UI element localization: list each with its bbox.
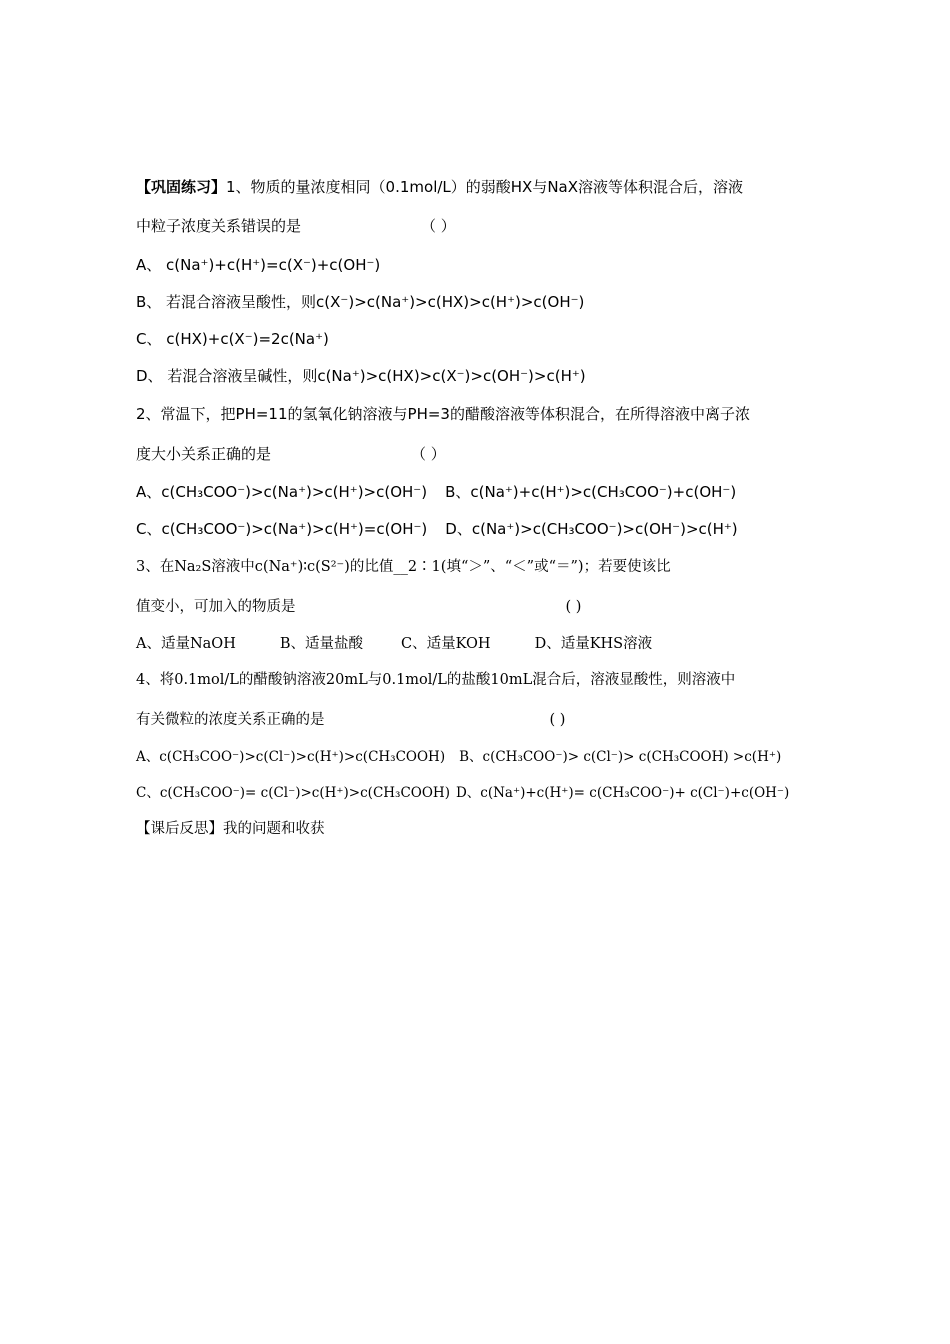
- q4-options-cd: [136, 782, 789, 804]
- q4-option-b: B、c(CH₃COO⁻)> c(Cl⁻)> c(CH₃COOH) >c(H⁺): [459, 749, 782, 765]
- practice-heading: 【巩固练习】: [136, 178, 227, 196]
- q2-answer-paren: （ ）: [411, 445, 446, 463]
- q1-option-d: D、 若混合溶液呈碱性，则c(Na⁺)>c(HX)>c(X⁻)>c(OH⁻)>c(H⁺): [136, 367, 586, 385]
- q2-stem-b: 度大小关系正确的是: [136, 445, 272, 463]
- q3-option-b: B、适量盐酸: [279, 636, 363, 652]
- q3-answer-paren: ( ): [565, 599, 582, 615]
- reflection-heading: 【课后反思】: [136, 821, 223, 837]
- q1-option-c: C、 c(HX)+c(X⁻)=2c(Na⁺): [136, 330, 329, 348]
- q2-stem-line2: [136, 443, 446, 465]
- reflection-text: 我的问题和收获: [223, 821, 325, 837]
- q3-options: [136, 633, 652, 655]
- q3-option-a: A、适量NaOH: [136, 636, 236, 652]
- q3-option-d: D、适量KHS溶液: [534, 636, 653, 652]
- q4-option-c: C、c(CH₃COO⁻)= c(Cl⁻)>c(H⁺)>c(CH₃COOH): [136, 785, 450, 801]
- reflection-line: [136, 818, 325, 840]
- q3-stem-line2: [136, 596, 581, 618]
- q4-stem-b: 有关微粒的浓度关系正确的是: [136, 712, 325, 728]
- q2-option-c: C、c(CH₃COO⁻)>c(Na⁺)>c(H⁺)=c(OH⁻): [136, 520, 428, 538]
- q4-answer-paren: ( ): [549, 712, 566, 728]
- q2-options-ab: [136, 481, 736, 503]
- q2-option-a: A、c(CH₃COO⁻)>c(Na⁺)>c(H⁺)>c(OH⁻): [136, 483, 428, 501]
- q1-stem-line2: [136, 215, 456, 237]
- q1-stem-line1: [136, 176, 743, 198]
- q4-stem-line2: [136, 709, 565, 731]
- q4-option-a: A、c(CH₃COO⁻)>c(Cl⁻)>c(H⁺)>c(CH₃COOH): [136, 749, 446, 765]
- q4-stem-a: 4、将0.1mol/L的醋酸钠溶液20mL与0.1mol/L的盐酸10mL混合后，溶液显酸性，则溶液中: [136, 672, 736, 688]
- q1-option-a: A、 c(Na⁺)+c(H⁺)=c(X⁻)+c(OH⁻): [136, 256, 381, 274]
- q1-answer-paren: （ ）: [421, 217, 456, 235]
- q2-stem-a: 2、常温下，把PH=11的氢氧化钠溶液与PH=3的醋酸溶液等体积混合，在所得溶液中离子浓: [136, 405, 750, 423]
- q2-option-b: B、c(Na⁺)+c(H⁺)>c(CH₃COO⁻)+c(OH⁻): [445, 483, 737, 501]
- q1-stem-a: 1、物质的量浓度相同（0.1mol/L）的弱酸HX与NaX溶液等体积混合后，溶液: [226, 178, 744, 196]
- q4-option-d: D、c(Na⁺)+c(H⁺)= c(CH₃COO⁻)+ c(Cl⁻)+c(OH⁻): [455, 785, 790, 801]
- q1-stem-b: 中粒子浓度关系错误的是: [136, 217, 302, 235]
- q3-stem-a: 3、在Na₂S溶液中c(Na⁺)∶c(S²⁻)的比值__2∶1(填“＞”、“＜”或“＝”)；若要使该比: [136, 559, 671, 575]
- q3-stem-b: 值变小，可加入的物质是: [136, 599, 296, 615]
- q4-options-ab: [136, 746, 781, 768]
- q2-option-d: D、c(Na⁺)>c(CH₃COO⁻)>c(OH⁻)>c(H⁺): [445, 520, 738, 538]
- q1-option-b: B、 若混合溶液呈酸性，则c(X⁻)>c(Na⁺)>c(HX)>c(H⁺)>c(OH⁻): [136, 293, 585, 311]
- q3-option-c: C、适量KOH: [401, 636, 491, 652]
- q2-options-cd: [136, 518, 738, 540]
